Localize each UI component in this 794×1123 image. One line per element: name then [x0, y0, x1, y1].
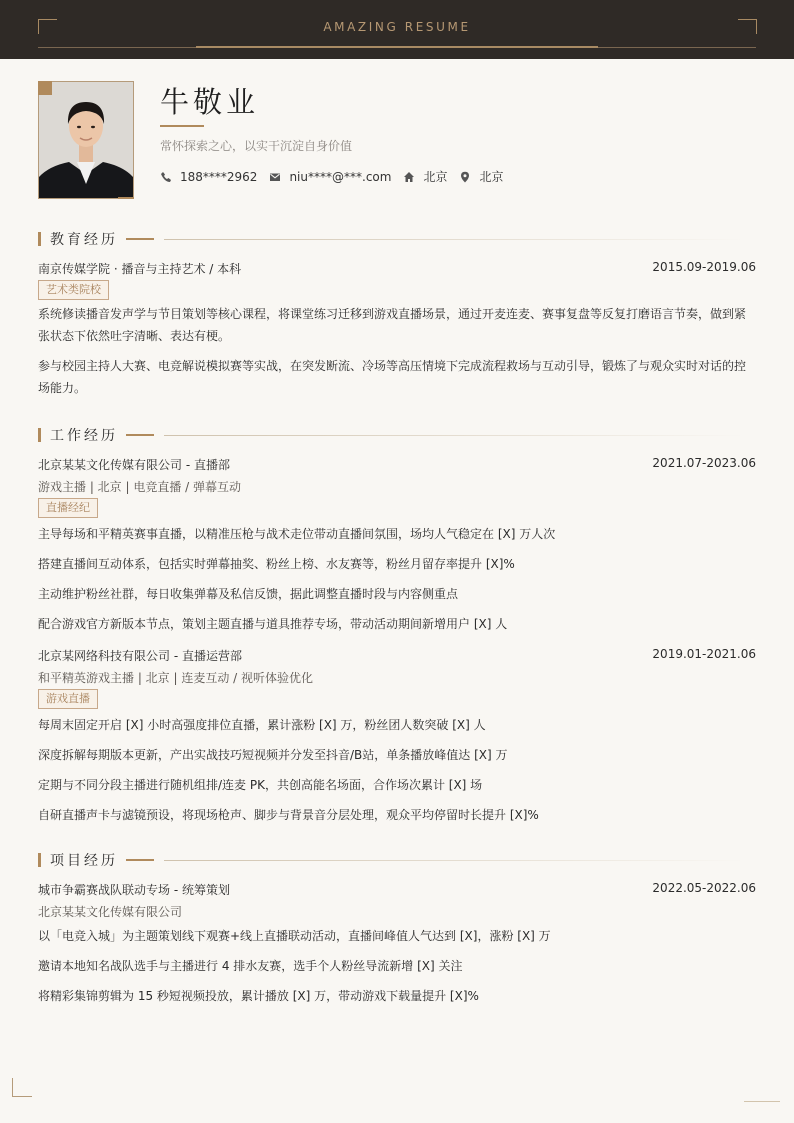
- job-date: 2021.07-2023.06: [652, 456, 756, 470]
- education-tag: 艺术类院校: [38, 280, 109, 300]
- contact-location: [459, 168, 503, 185]
- avatar-photo: [38, 81, 134, 199]
- job-header: [38, 456, 756, 473]
- avatar: [38, 81, 134, 199]
- contact-email: [269, 170, 391, 184]
- section-accent-line: [126, 434, 154, 436]
- home-icon: [403, 171, 415, 183]
- section-title-projects: [38, 852, 118, 868]
- job-bullet: 搭建直播间互动体系，包括实时弹幕抽奖、粉丝上榜、水友赛等，粉丝月留存率提升 [X]%: [38, 557, 515, 571]
- job-bullet: 自研直播声卡与滤镜预设，将现场枪声、脚步与背景音分层处理，观众平均停留时长提升 [X]%: [38, 808, 539, 822]
- job-bullet: 主动维护粉丝社群，每日收集弹幕及私信反馈，据此调整直播时段与内容侧重点: [38, 587, 459, 601]
- project-bullet: 将精彩集锦剪辑为 15 秒短视频投放，累计播放 [X] 万，带动游戏下载量提升 [X]%: [38, 989, 479, 1003]
- email-text: niu****@***.com: [289, 169, 392, 184]
- project-bullet: 邀请本地知名战队选手与主播进行 4 排水友赛，选手个人粉丝导流新增 [X] 关注: [38, 959, 463, 973]
- section-marker: [38, 428, 41, 442]
- footer-line-right: [744, 1101, 780, 1102]
- job-subtitle: 和平精英游戏主播 | 北京 | 连麦互动 / 视听体验优化: [38, 671, 314, 685]
- location-text: 北京: [479, 170, 504, 184]
- job-bullet: 主导每场和平精英赛事直播，以精准压枪与战术走位带动直播间氛围，场均人气稳定在 [X] 万人次: [38, 527, 556, 541]
- project-name: 城市争霸赛战队联动专场 - 统筹策划: [38, 883, 230, 897]
- section-marker: [38, 853, 41, 867]
- job-company: 北京某网络科技有限公司 - 直播运营部: [38, 649, 242, 663]
- project-bullet: 以「电竞入城」为主题策划线下观赛+线上直播联动活动，直播间峰值人气达到 [X]，涨粉 [X] 万: [38, 929, 551, 943]
- job-bullet: 定期与不同分段主播进行随机组排/连麦 PK，共创高能名场面，合作场次累计 [X] 场: [38, 778, 483, 792]
- project-date: 2022.05-2022.06: [652, 881, 756, 895]
- section-heading: 教育经历: [50, 232, 118, 248]
- section-heading: 工作经历: [50, 428, 118, 444]
- section-title-education: [38, 231, 118, 247]
- job-tag: 游戏直播: [38, 689, 98, 709]
- education-date: 2015.09-2019.06: [652, 260, 756, 274]
- job-bullet: 每周末固定开启 [X] 小时高强度排位直播，累计涨粉 [X] 万，粉丝团人数突破 [X] 人: [38, 718, 486, 732]
- school-name: 南京传媒学院 · 播音与主持艺术 / 本科: [38, 262, 242, 276]
- job-header: [38, 647, 756, 664]
- contact-phone: [160, 170, 257, 184]
- job-tag: 直播经纪: [38, 498, 98, 518]
- banner-title: AMAZING RESUME: [323, 20, 471, 34]
- job-date: 2019.01-2021.06: [652, 647, 756, 661]
- phone-icon: [160, 171, 172, 183]
- contact-hometown: [403, 168, 447, 185]
- job-bullet: 深度拆解每期版本更新，产出实战技巧短视频并分发至抖音/B站，单条播放峰值达 [X] 万: [38, 748, 508, 762]
- header-banner: [0, 0, 794, 59]
- section-title-work: [38, 427, 118, 443]
- education-paragraph: 参与校园主持人大赛、电竞解说模拟赛等实战，在突发断流、冷场等高压情境下完成流程救场与互动引导，锻炼了与观众实时对话的控场能力。: [38, 359, 747, 395]
- avatar-corner-line: [118, 197, 134, 199]
- section-accent-line: [126, 859, 154, 861]
- section-accent-line: [126, 238, 154, 240]
- education-entry: [38, 260, 756, 277]
- job-subtitle: 游戏主播 | 北京 | 电竞直播 / 弹幕互动: [38, 480, 242, 494]
- section-divider: [164, 860, 744, 861]
- job-company: 北京某某文化传媒有限公司 - 直播部: [38, 458, 230, 472]
- project-company: 北京某某文化传媒有限公司: [38, 905, 183, 919]
- section-marker: [38, 232, 41, 246]
- mail-icon: [269, 171, 281, 183]
- section-divider: [164, 239, 744, 240]
- section-heading: 项目经历: [50, 853, 118, 869]
- location-pin-icon: [459, 171, 471, 183]
- avatar-corner-accent: [38, 81, 52, 95]
- education-paragraph: 系统修读播音发声学与节目策划等核心课程，将课堂练习迁移到游戏直播场景，通过开麦连麦、赛事复盘等反复打磨语言节奏，做到紧张状态下依然吐字清晰、表达有梗。: [38, 307, 747, 343]
- project-header: [38, 881, 756, 898]
- hometown-text: 北京: [423, 170, 448, 184]
- section-divider: [164, 435, 744, 436]
- candidate-motto: 常怀探索之心，以实干沉淀自身价值: [160, 139, 353, 153]
- footer-corner-left: [12, 1078, 32, 1097]
- job-bullet: 配合游戏官方新版本节点，策划主题直播与道具推荐专场，带动活动期间新增用户 [X] 人: [38, 617, 508, 631]
- name-underline: [160, 125, 204, 127]
- candidate-name: 牛敬业: [160, 85, 260, 119]
- banner-divider-accent: [196, 46, 598, 48]
- contact-bar: [160, 168, 515, 185]
- phone-text: 188****2962: [180, 169, 258, 184]
